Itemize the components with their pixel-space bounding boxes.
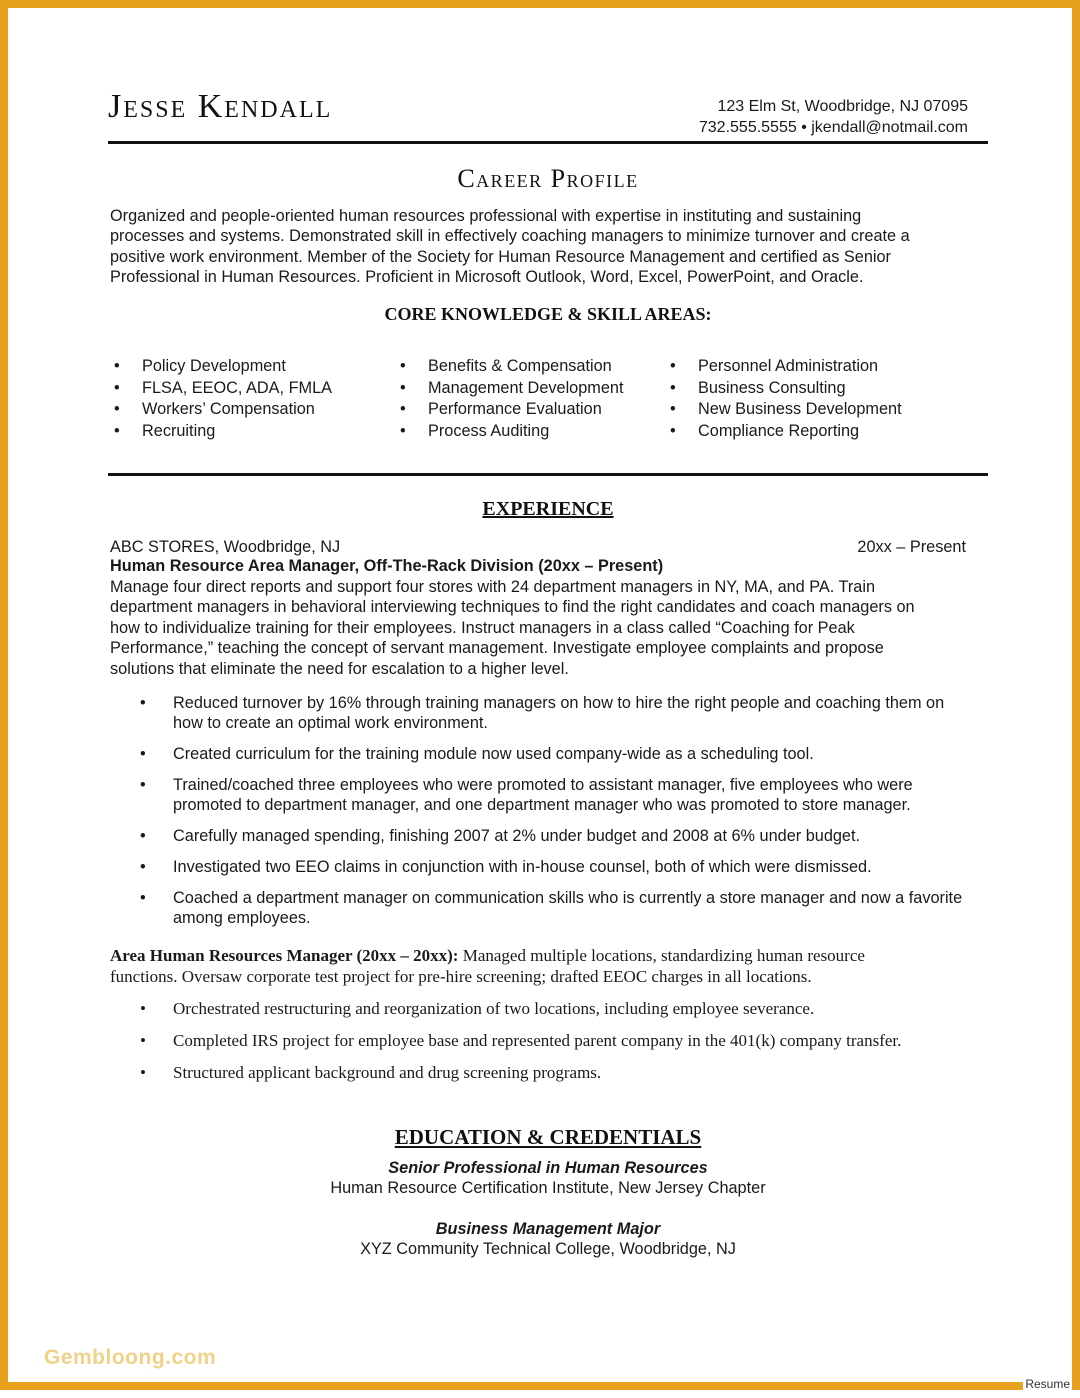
institution-2: XYZ Community Technical College, Woodbridge, NJ	[360, 1240, 736, 1258]
job1-bullet	[140, 693, 970, 734]
skills-column-2	[400, 356, 624, 442]
job2-line-1	[110, 945, 986, 966]
job1-line: Performance,” teaching the concept of servant management. Investigate employee complaints and propose	[110, 639, 884, 658]
job2-bullet	[140, 998, 970, 1019]
skills-divider	[108, 473, 988, 476]
candidate-name: Jesse Kendall	[108, 88, 333, 125]
bullet-glyph: •	[140, 1063, 146, 1082]
skill-item: • Process Auditing	[400, 421, 624, 443]
skill-item: • Business Consulting	[670, 378, 902, 400]
header-divider	[108, 141, 988, 144]
skill-item: • Performance Evaluation	[400, 399, 624, 421]
job1-bullet	[140, 775, 970, 816]
bullet-text: Investigated two EEO claims in conjunction with in-house counsel, both of which were dismissed.	[173, 858, 872, 876]
job2-line-2: functions. Oversaw corporate test project for pre-hire screening; drafted EEOC charges in all locations.	[110, 967, 812, 986]
bullet-text: Trained/coached three employees who were promoted to assistant manager, five employees who were promoted to department manager, and one department manager who was promoted to store manager.	[173, 776, 913, 815]
job1-line: Manage four direct reports and support four stores with 24 department managers in NY, MA, and PA. Train	[110, 578, 876, 596]
profile-line: positive work environment. Member of the Society for Human Resource Management and certified as Senior	[110, 247, 891, 266]
career-profile-title: Career Profile	[457, 164, 639, 193]
job-title-1: Human Resource Area Manager, Off-The-Rack Division (20xx – Present)	[110, 557, 664, 575]
profile-line: processes and systems. Demonstrated skill in effectively coaching managers to minimize turnover and create a	[110, 227, 910, 246]
skill-item: • Compliance Reporting	[670, 421, 902, 443]
degree-2: Business Management Major	[435, 1220, 661, 1238]
bullet-glyph: •	[140, 776, 146, 794]
education-title: EDUCATION & CREDENTIALS	[394, 1125, 702, 1149]
bullet-glyph: •	[140, 889, 146, 907]
corner-label: Resume	[1025, 1377, 1070, 1391]
bullet-glyph: •	[140, 858, 146, 876]
bullet-glyph: •	[140, 827, 146, 845]
job2-description	[110, 945, 986, 987]
core-skills-title: CORE KNOWLEDGE & SKILL AREAS:	[384, 304, 712, 324]
skill-item: • FLSA, EEOC, ADA, FMLA	[114, 378, 332, 400]
skill-item: • Recruiting	[114, 421, 332, 443]
bullet-text: Created curriculum for the training module now used company-wide as a scheduling tool.	[173, 745, 814, 763]
profile-line: Professional in Human Resources. Proficient in Microsoft Outlook, Word, Excel, PowerPoint, and Oracle.	[110, 268, 864, 287]
job2-bullet	[140, 1062, 970, 1083]
skill-item: • New Business Development	[670, 399, 902, 421]
phone-email: 732.555.5555 • jkendall@notmail.com	[698, 119, 968, 136]
job1-description	[110, 577, 986, 679]
job1-bullet	[140, 826, 970, 846]
bullet-glyph: •	[140, 1031, 146, 1050]
bullet-glyph: •	[140, 745, 146, 763]
bullet-text: Structured applicant background and drug screening programs.	[173, 1063, 602, 1082]
contact-block	[699, 96, 968, 138]
job1-bullet	[140, 744, 970, 764]
job1-line: department managers in behavioral interviewing techniques to find the right candidates and coach managers on	[110, 598, 915, 617]
bullet-text: Carefully managed spending, finishing 2007 at 2% under budget and 2008 at 6% under budget.	[173, 827, 861, 845]
skill-item: • Workers’ Compensation	[114, 399, 332, 421]
skill-item: • Management Development	[400, 378, 624, 400]
skills-column-3	[670, 356, 902, 442]
institution-1: Human Resource Certification Institute, New Jersey Chapter	[330, 1179, 766, 1197]
employment-dates: 20xx – Present	[857, 538, 966, 556]
bullet-text: Orchestrated restructuring and reorganization of two locations, including employee severance.	[173, 999, 815, 1018]
bullet-text: Reduced turnover by 16% through training managers on how to hire the right people and coaching them on how to create an optimal work environment.	[173, 694, 945, 733]
bullet-text: Coached a department manager on communication skills who is currently a store manager and now a favorite among employees.	[173, 889, 963, 928]
skill-item: • Personnel Administration	[670, 356, 902, 378]
profile-line: Organized and people-oriented human resources professional with expertise in instituting and sustaining	[110, 207, 862, 225]
skills-column-1	[114, 356, 332, 442]
watermark-logo: Gembloong.com	[44, 1346, 217, 1369]
job-title-2: Area Human Resources Manager (20xx – 20xx):	[110, 946, 459, 965]
job2-desc: Managed multiple locations, standardizing human resource	[458, 946, 865, 965]
skill-item: • Policy Development	[114, 356, 332, 378]
bullet-glyph: •	[140, 999, 146, 1018]
job2-bullet	[140, 1030, 970, 1051]
job1-line: solutions that eliminate the need for escalation to a higher level.	[110, 659, 569, 678]
address: 123 Elm St, Woodbridge, NJ 07095	[717, 98, 968, 115]
job1-bullet	[140, 888, 970, 929]
company-name: ABC STORES, Woodbridge, NJ	[110, 538, 341, 556]
job1-bullet	[140, 857, 970, 877]
skill-item: • Benefits & Compensation	[400, 356, 624, 378]
job1-line: how to individualize training for their employees. Instruct managers in a class called “Coaching for Peak	[110, 618, 855, 637]
career-profile-text	[110, 206, 986, 288]
bullet-glyph: •	[140, 694, 146, 712]
degree-1: Senior Professional in Human Resources	[388, 1159, 708, 1177]
experience-title: EXPERIENCE	[482, 498, 614, 520]
bullet-text: Completed IRS project for employee base and represented parent company in the 401(k) company transfer.	[173, 1031, 902, 1050]
